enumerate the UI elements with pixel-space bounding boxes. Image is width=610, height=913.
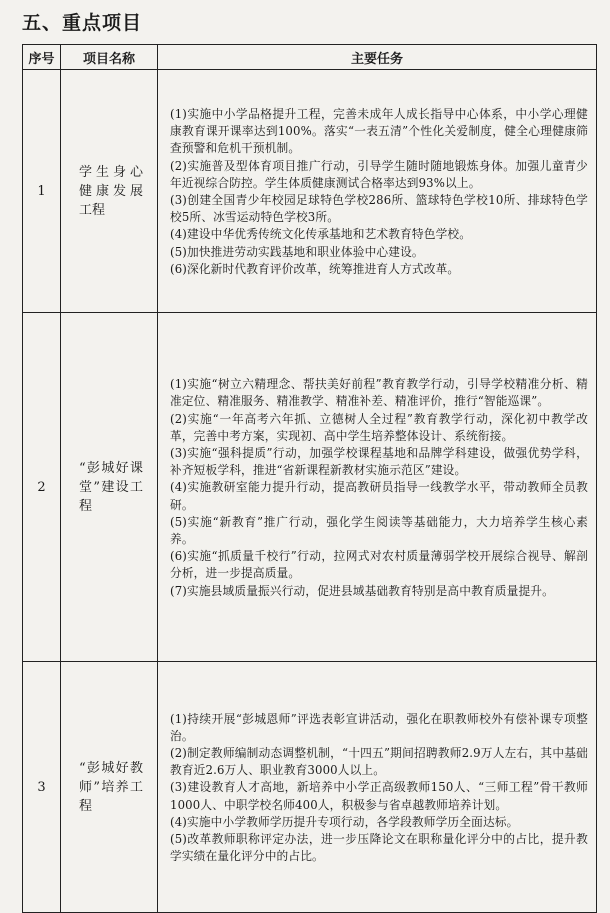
task-item: (4)建设中华优秀传统文化传承基地和艺术教育特色学校。	[170, 227, 472, 242]
project-name: “彭城好课堂”建设工程	[61, 313, 158, 662]
task-item: (2)实施“一年高考六年抓、立德树人全过程”教育教学行动，深化初中教学改革，完善中考方案，实现初、高中学生培养整体设计、系统衔接。	[170, 411, 588, 443]
task-item: (3)创建全国青少年校园足球特色学校286所、篮球特色学校10所、排球特色学校5所、冰雪运动特色学校3所。	[170, 193, 588, 225]
task-item: (1)持续开展“彭城恩师”评选表彰宣讲活动，强化在职教师校外有偿补课专项整治。	[170, 711, 588, 743]
task-item: (1)实施“树立六精理念、帮扶美好前程”教育教学行动，引导学校精准分析、精准定位、精准服务、精准教学、精准补差、精准评价，推行“智能巡课”。	[170, 377, 588, 409]
task-item: (5)加快推进劳动实践基地和职业体验中心建设。	[170, 244, 424, 259]
task-item: (5)实施“新教育”推广行动，强化学生阅读等基础能力，大力培养学生核心素养。	[170, 514, 588, 546]
header-project-name: 项目名称	[61, 45, 158, 70]
header-index: 序号	[23, 45, 61, 70]
table-row	[23, 313, 597, 662]
task-item: (3)建设教育人才高地，新培养中小学正高级教师150人、“三师工程”骨干教师1000人、中职学校名师400人，积极参与省卓越教师培养计划。	[170, 780, 588, 812]
table-header-row	[23, 45, 597, 70]
task-item: (6)实施“抓质量千校行”行动，拉网式对农村质量薄弱学校开展综合视导、解剖分析，进一步提高质量。	[170, 549, 588, 581]
row-index: 1	[23, 70, 61, 313]
project-name: “彭城好教师”培养工程	[61, 662, 158, 913]
task-item: (7)实施县域质量振兴行动，促进县域基础教育特别是高中教育质量提升。	[170, 583, 554, 598]
task-item: (2)实施普及型体育项目推广行动，引导学生随时随地锻炼身体。加强儿童青少年近视综合防控。学生体质健康测试合格率达到93%以上。	[170, 158, 588, 190]
task-item: (2)制定教师编制动态调整机制，“十四五”期间招聘教师2.9万人左右，其中基础教育近2.6万人、职业教育3000人以上。	[170, 745, 588, 778]
section-title: 五、重点项目	[22, 12, 143, 34]
table-row	[23, 70, 597, 313]
task-item: (4)实施中小学教师学历提升专项行动，各学段教师学历全面达标。	[170, 814, 519, 829]
task-item: (1)实施中小学品格提升工程，完善未成年人成长指导中心体系，中小学心理健康教育课开课率达到100%。落实“一表五清”个性化关爱制度，健全心理健康筛查预警和危机干预机制。	[170, 106, 588, 156]
task-item: (6)深化新时代教育评价改革，统筹推进育人方式改革。	[170, 261, 460, 276]
task-item: (4)实施教研室能力提升行动，提高教研员指导一线教学水平，带动教师全员教研。	[170, 480, 588, 512]
task-list	[158, 662, 597, 913]
project-name: 学生身心健康发展工程	[61, 70, 158, 313]
table-row	[23, 662, 597, 913]
header-main-tasks: 主要任务	[158, 45, 597, 70]
task-item: (3)实施“强科提质”行动，加强学校课程基地和品牌学科建设，做强优势学科，补齐短板学科，推进“省新课程新教材实施示范区”建设。	[170, 445, 588, 478]
row-index: 3	[23, 662, 61, 913]
task-list	[158, 313, 597, 662]
row-index: 2	[23, 313, 61, 662]
task-list	[158, 70, 597, 313]
task-item: (5)改革教师职称评定办法，进一步压降论文在职称量化评分中的占比，提升教学实绩在量化评分中的占比。	[170, 832, 588, 864]
key-projects-table	[22, 44, 597, 913]
